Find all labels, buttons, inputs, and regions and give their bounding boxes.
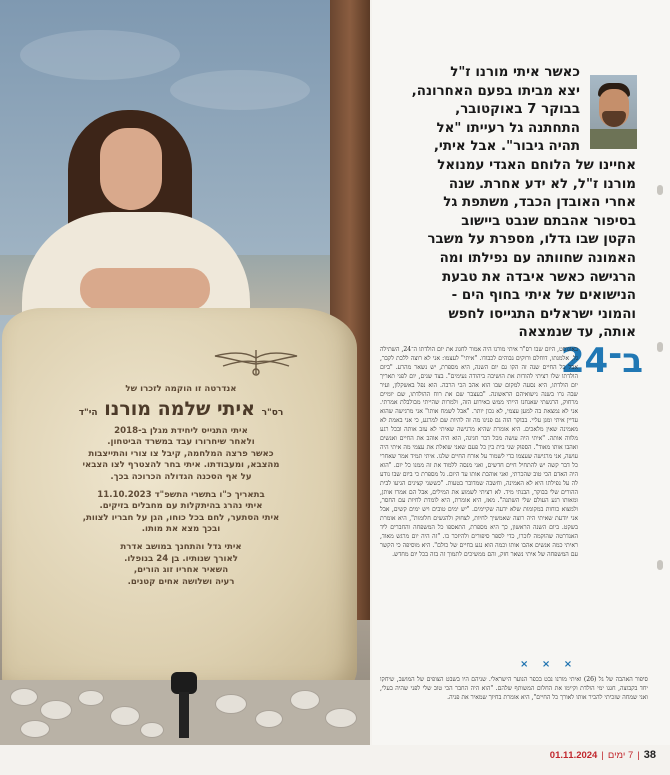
lead-line: אחיינו של הלוחם האגדי עמנואל — [437, 157, 636, 173]
lead-line: הרגישה כאשר איבדה את טבעת — [442, 269, 636, 285]
memorial-line: כאשר פרצה המלחמה, קיבל צו צורי והתייצבות — [88, 448, 274, 459]
lead-line: בסיפור אהבתם שנבט ביישוב — [461, 213, 636, 229]
article-body-continued — [380, 676, 648, 703]
lead-line: והמוני ישראלים התגייסו לחפש — [448, 306, 636, 322]
memorial-name-line — [16, 396, 346, 426]
memorial-line: ולאחר שיחרורו עבד במשרד הביטחון. — [107, 437, 255, 448]
memorial-name: איתי שלמה מורנו — [104, 397, 255, 420]
lead-line: יצא מביתו בפעם האחרונה, — [411, 83, 580, 99]
lead-line: האמונה שחוותה עם נפילתו ומה — [439, 250, 636, 266]
body-paragraph: סיפור האהבה של גל (26) ואיתי מורנו נבט בכפר הנוער הישראלי. שניהם היו בשבט הצופים של המושב, שיחקו יחד בקבוצה, חגגו ימי הולדת וקיימו את החלום המשותף שלהם. "הוא היה החבר הכי טוב שלי לפני שהיה בעלי, ואני שמחה שזכיתי להכיר אותו לאורך כל החיים", היא אומרת בחיוך שמאיר את פניה. — [380, 676, 648, 701]
article-lead — [374, 64, 636, 343]
magazine-name: 7 ימים — [607, 750, 634, 761]
lead-line: הנישואים של איתי בחוף הים - — [451, 288, 636, 304]
section-logo: ב־24 — [560, 341, 643, 381]
lead-line: כאשר איתי מורנו ז"ל — [450, 65, 580, 80]
memorial-line: מהצבא, ומעבודתו. איתי בחר להצטרף לצו הצבאי — [82, 460, 280, 471]
binding-hole — [657, 560, 663, 570]
binding-hole — [657, 185, 663, 195]
lead-line: בבוקר 7 באוקטובר, — [455, 102, 580, 118]
memorial-rank: רס"ר — [261, 407, 284, 418]
memorial-honorific: הי"ד — [78, 407, 98, 418]
memorial-line: השאיר אחריו זוג הורים, — [133, 565, 229, 576]
memorial-line: איתי גדל והתחנך במושב אדרת — [120, 541, 242, 552]
lead-line: מורנו ז"ל, לא ידע אחרת. שנה — [448, 176, 636, 192]
unit-emblem-icon — [211, 344, 301, 380]
lead-line: אחרי האובדן הכבד, משתפת גל — [443, 195, 636, 211]
woman-face — [100, 128, 162, 210]
lead-line: התחתנה גל רעייתו "אל — [436, 120, 580, 136]
memorial-line: איתי נהרג בהיתקלות עם מחבלים בזיקים. — [99, 501, 263, 512]
binding-hole — [657, 342, 663, 352]
issue-date: 01.11.2024 — [549, 750, 598, 761]
memorial-line: איתי התגייס ליחידת מגלן ב-2018 — [114, 425, 248, 436]
memorial-line: לאורך שנותיו. בן 24 בנופלו. — [124, 553, 238, 564]
section-divider: × × × — [520, 659, 578, 670]
footer-line: 38|7 ימים|01.11.2024 — [549, 749, 656, 761]
memorial-line: ובכך מצא את מותו. — [141, 524, 221, 535]
article-body — [380, 346, 648, 560]
body-paragraph: באוגוסט, היום שבו רס"ר איתי מורנו היה אמור לחגוג את יום הולדתו ה־24, השתילה גל, אלמנתו, דוחלם ורוקים גבוהים לכבודו. "איתי" לעצמו: אני לא רוצה ללכת לקבר, אבל כל החיים שנה זה הקו גם יום השנה, היא מספרת, יש נשאר מהרע. "ביום הולדתו שלו רציתי להודות את הושיבה ביהודה נעימים". בצד שנים, יום לפני תאריך יום הולדתו, היא נסעה למקום שבו הוא אהב הכי הרבה. הוא נפל באשקלון, ועיר שבה גרו בשנה נישואיהם הראשונה. "בעצבר שם את רוח ההולדתו, שם יומיים מרחוק, הרגשתי שאנחנו הייתי ממש באירוע הזה, ולמרות שהייתי מבולבלת אמרתי. אני לא נמצאת בה למען עצמי, לא נכון יותר. "אבל לשמח אותו" אני מרגישה שהוא עדיין איתי ומגן עליי. בבוקר הזה גם פנינו מה זה להיות שם למרגע, כי אני באמת לא מאמינה שאין מלאכים. היא אומרת שהיא מרגישה שאיתי לא עזב אותה ובכל רגע מלווה אותה. "איתי היה עושה מכל דבר חגיגה, הוא היה אוהב את החיים ואנשים ואהבו אותו מאוד". הספוק שני בית בין כל פעם שאני שואלת את עצמי מה איתי היה עושה, אני מרגישה שעצמו כדי לשמור על אורח החיים שלנו. איתי תמיד אמר שאחרי כל דבר קשה יש להתחיל חיים חדשים, ואני מנסה ללמוד את זה ממנו כל יום. "הוא היה האדם הכי טוב שהכרתי, ואני אוהבת אותו עד היום. גל מספרת כי ביום שבו נודע לה על נפילתו היא לא האמינה, וחשבה שמדובר בטעות. "כששני קצינים הגיעו לבית ההורים שלי בבוקר, הבנתי מיד. לא רציתי לשמוע את המילים, אבל הם אמרו אותן, ומאותו רגע העולם שלי השתנה". מאז, היא אומרת, היא לומדת לחיות עם החסר, ולמצוא כוחות במקומות שלא ידעה שקיימים. "יש ימים טובים ויש ימים קשים, אבל אני יודעת שאיתי היה רוצה שאמשיך לחיות, לצחוק ולהגשים חלומות", היא אומרת בשקט. ביום השנה הראשון, כך היא מספרת, התאספו כל המשפחה והחברים ליד האנדרטה שהוקמה לזכרו, כדי לספר סיפורים ולהיזכר בו. "זה היה יום מרגש מאוד, ראיתי כמה אנשים אהבו אותו וכמה הוא נגע בחיים של כולם". היא מוסיפה כי הקשר עם המשפחה של איתי נשאר חזק, והם ממשיכים לתמוך זה בזה בכל יום מחדש. — [380, 346, 578, 558]
lead-line: תהיה גיבור". אבל איתי, — [433, 139, 580, 155]
memorial-inscription — [16, 384, 346, 588]
memorial-line: איתי הסתער, לחם בכל כוחו, הגן על חבריו לצוות, — [82, 512, 280, 523]
memorial-dedication: אנדרטה זו הוקמה לזכרו של — [125, 384, 237, 394]
memorial-line: על אף הסכנה הגדולה הכרוכה בכך. — [110, 471, 252, 482]
page-number: 38 — [643, 749, 656, 761]
woman-arms — [80, 268, 210, 310]
memorial-line: בתאריך כ"ו בתשרי התשפ"ד 11.10.2023 — [97, 489, 265, 500]
lead-line: אותה, עד שנמצאה — [518, 325, 636, 341]
memorial-line: רעיה ושלושה אחים קטנים. — [127, 576, 235, 587]
garden-lamp-icon — [167, 668, 201, 740]
lead-line: הקטן שבו גדלו, מספרת על משבר — [427, 232, 636, 248]
